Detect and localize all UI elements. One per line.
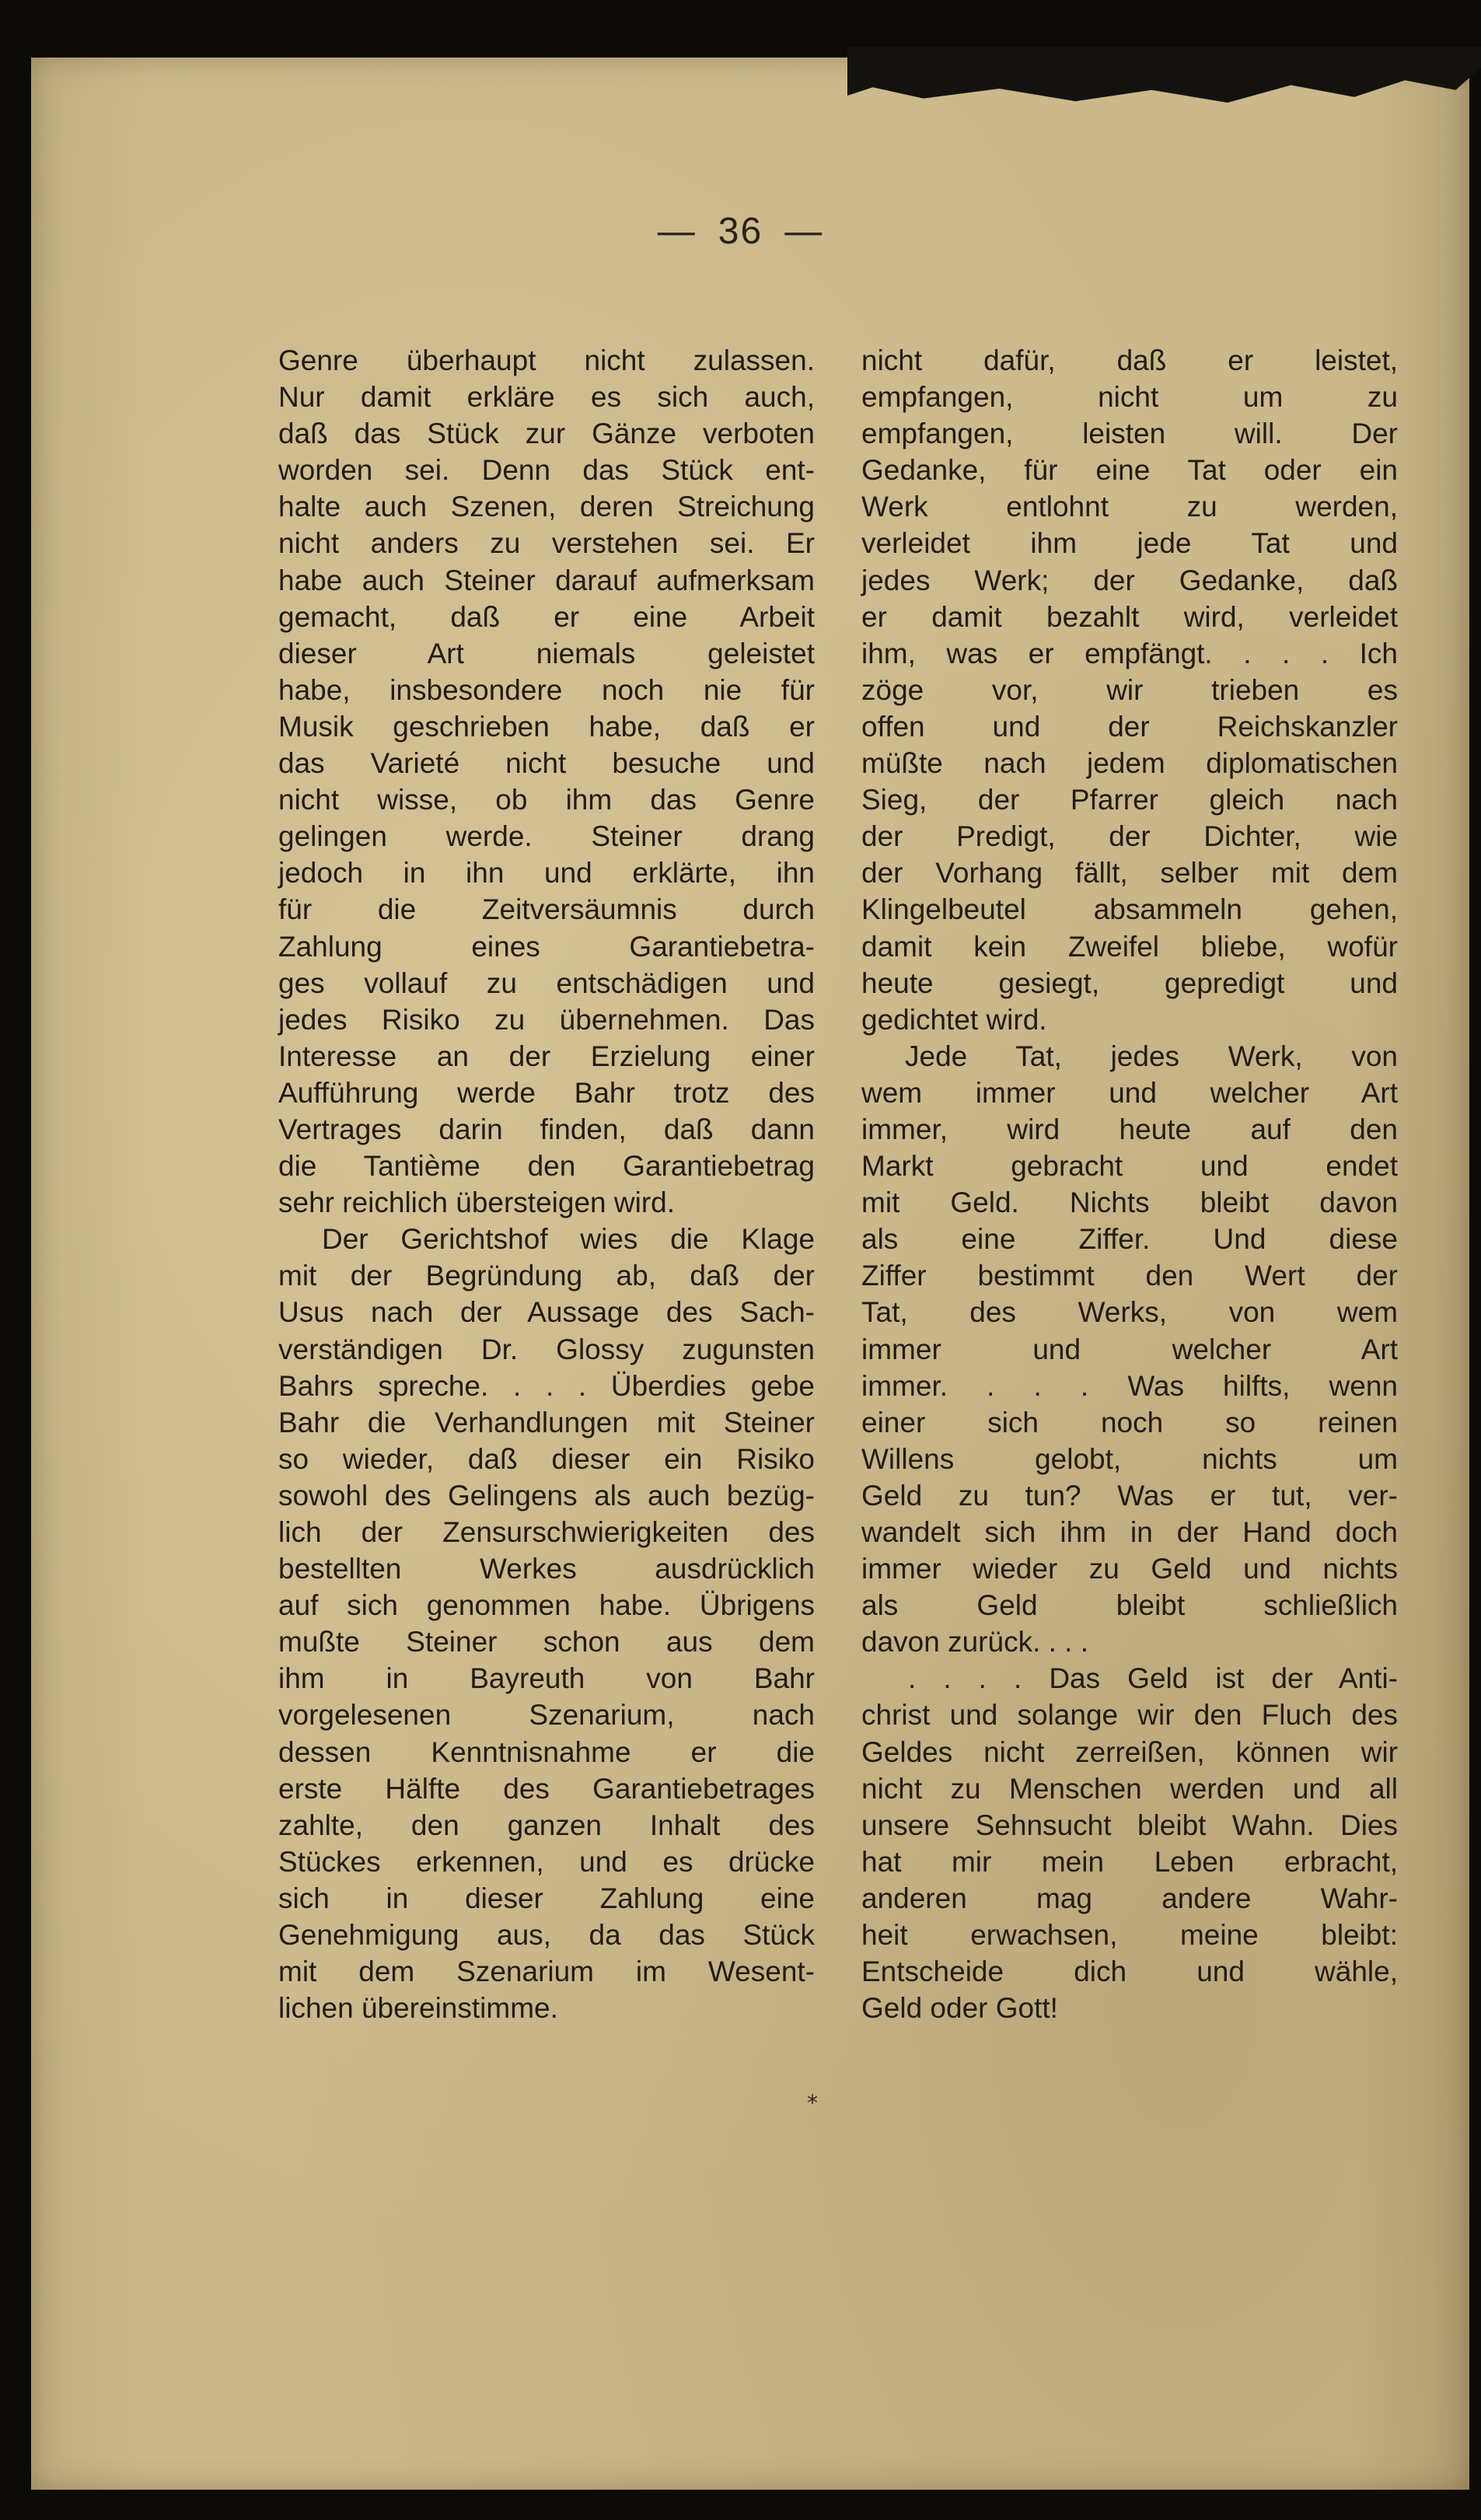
text-line: heute gesiegt, gepredigt und: [861, 966, 1398, 999]
text-line: er damit bezahlt wird, verleidet: [861, 600, 1398, 633]
text-line: Geldes nicht zerreißen, können wir: [861, 1735, 1398, 1768]
text-line: mußte Steiner schon aus dem: [278, 1626, 815, 1658]
text-line: Entscheide dich und wähle,: [861, 1956, 1398, 1988]
text-line: jedes Werk; der Gedanke, daß: [861, 564, 1398, 596]
page-number-dash-right: —: [784, 211, 824, 252]
text-line: verständigen Dr. Glossy zugunsten: [278, 1333, 815, 1365]
text-line: dieser Art niemals geleistet: [278, 637, 815, 669]
text-line: Klingelbeutel absammeln gehen,: [861, 893, 1398, 926]
text-line: offen und der Reichskanzler: [861, 710, 1398, 743]
text-line: nicht anders zu verstehen sei. Er: [278, 527, 815, 560]
text-line: als Geld bleibt schließlich: [861, 1589, 1398, 1622]
text-line: Bahrs spreche. . . . Überdies gebe: [278, 1369, 815, 1402]
text-line: Ziffer bestimmt den Wert der: [861, 1260, 1398, 1292]
text-line: Genre überhaupt nicht zulassen.: [278, 344, 815, 376]
text-line: jedes Risiko zu übernehmen. Das: [278, 1003, 815, 1036]
text-line: auf sich genommen habe. Übrigens: [278, 1589, 815, 1622]
text-line: Nur damit erkläre es sich auch,: [278, 381, 815, 414]
page-number: [0, 210, 1481, 253]
text-line: Gedanke, für eine Tat oder ein: [861, 454, 1398, 487]
text-line: Stückes erkennen, und es drücke: [278, 1845, 815, 1878]
text-line: Interesse an der Erzielung einer: [278, 1040, 815, 1072]
text-line: der Predigt, der Dichter, wie: [861, 820, 1398, 853]
text-line: Geld oder Gott!: [861, 1992, 1058, 2025]
text-line: worden sei. Denn das Stück ent-: [278, 454, 815, 487]
text-line: immer wieder zu Geld und nichts: [861, 1553, 1398, 1585]
text-line: unsere Sehnsucht bleibt Wahn. Dies: [861, 1809, 1398, 1841]
right-text-column: [861, 342, 1398, 2026]
text-line: Tat, des Werks, von wem: [861, 1296, 1398, 1329]
text-line: mit dem Szenarium im Wesent-: [278, 1956, 815, 1988]
page-number-value: 36: [718, 211, 763, 252]
text-line: sehr reichlich übersteigen wird.: [278, 1187, 676, 1219]
text-line: immer, wird heute auf den: [861, 1113, 1398, 1145]
text-line: die Tantième den Garantiebetrag: [278, 1150, 815, 1183]
text-line: mit Geld. Nichts bleibt davon: [861, 1187, 1398, 1219]
text-line: mit der Begründung ab, daß der: [278, 1260, 815, 1292]
text-line: habe auch Steiner darauf aufmerksam: [278, 564, 815, 596]
text-line: hat mir mein Leben erbracht,: [861, 1845, 1398, 1878]
text-line: als eine Ziffer. Und diese: [861, 1223, 1398, 1256]
text-line: dessen Kenntnisnahme er die: [278, 1735, 815, 1768]
text-line: verleidet ihm jede Tat und: [861, 527, 1398, 560]
text-line: wandelt sich ihm in der Hand doch: [861, 1516, 1398, 1548]
text-line: empfangen, nicht um zu: [861, 381, 1398, 414]
text-line: immer. . . . Was hilfts, wenn: [861, 1369, 1398, 1402]
text-line: gedichtet wird.: [861, 1003, 1047, 1036]
text-line: jedoch in ihn und erklärte, ihn: [278, 857, 815, 890]
text-line: einer sich noch so reinen: [861, 1406, 1398, 1438]
text-line: sich in dieser Zahlung eine: [278, 1882, 815, 1914]
text-line: empfangen, leisten will. Der: [861, 418, 1398, 450]
text-line: heit erwachsen, meine bleibt:: [861, 1919, 1398, 1952]
text-line: das Varieté nicht besuche und: [278, 747, 815, 780]
text-line: Markt gebracht und endet: [861, 1150, 1398, 1183]
text-line: Werk entlohnt zu werden,: [861, 491, 1398, 523]
text-line: der Vorhang fällt, selber mit dem: [861, 857, 1398, 890]
text-line: nicht zu Menschen werden und all: [861, 1772, 1398, 1805]
text-line: erste Hälfte des Garantiebetrages: [278, 1772, 815, 1805]
text-line: ges vollauf zu entschädigen und: [278, 966, 815, 999]
text-line: ihm, was er empfängt. . . . Ich: [861, 637, 1398, 669]
text-line: Zahlung eines Garantiebetra-: [278, 930, 815, 963]
text-line: nicht dafür, daß er leistet,: [861, 344, 1398, 376]
footer-asterisk: *: [807, 2090, 818, 2116]
text-line: gelingen werde. Steiner drang: [278, 820, 815, 853]
text-line: zahlte, den ganzen Inhalt des: [278, 1809, 815, 1841]
text-line: bestellten Werkes ausdrücklich: [278, 1553, 815, 1585]
text-line: wem immer und welcher Art: [861, 1076, 1398, 1109]
text-line: Der Gerichtshof wies die Klage: [322, 1223, 815, 1256]
text-line: gemacht, daß er eine Arbeit: [278, 600, 815, 633]
text-line: damit kein Zweifel bliebe, wofür: [861, 930, 1398, 963]
text-line: sowohl des Gelingens als auch bezüg-: [278, 1479, 815, 1512]
text-line: halte auch Szenen, deren Streichung: [278, 491, 815, 523]
text-line: Sieg, der Pfarrer gleich nach: [861, 784, 1398, 816]
text-line: müßte nach jedem diplomatischen: [861, 747, 1398, 780]
text-line: anderen mag andere Wahr-: [861, 1882, 1398, 1914]
text-line: Usus nach der Aussage des Sach-: [278, 1296, 815, 1329]
text-line: Musik geschrieben habe, daß er: [278, 710, 815, 743]
text-line: vorgelesenen Szenarium, nach: [278, 1699, 815, 1732]
text-line: Genehmigung aus, da das Stück: [278, 1919, 815, 1952]
text-line: Jede Tat, jedes Werk, von: [905, 1040, 1398, 1072]
text-line: Willens gelobt, nichts um: [861, 1442, 1398, 1475]
text-line: immer und welcher Art: [861, 1333, 1398, 1365]
text-line: davon zurück. . . .: [861, 1626, 1089, 1658]
left-text-column: [278, 342, 815, 2026]
text-line: so wieder, daß dieser ein Risiko: [278, 1442, 815, 1475]
text-line: Bahr die Verhandlungen mit Steiner: [278, 1406, 815, 1438]
text-line: lichen übereinstimme.: [278, 1992, 558, 2025]
text-line: daß das Stück zur Gänze verboten: [278, 418, 815, 450]
text-line: Aufführung werde Bahr trotz des: [278, 1076, 815, 1109]
text-line: Vertrages darin finden, daß dann: [278, 1113, 815, 1145]
text-line: christ und solange wir den Fluch des: [861, 1699, 1398, 1732]
text-line: nicht wisse, ob ihm das Genre: [278, 784, 815, 816]
page-number-dash-left: —: [657, 211, 697, 252]
text-line: für die Zeitversäumnis durch: [278, 893, 815, 926]
text-line: Geld zu tun? Was er tut, ver-: [861, 1479, 1398, 1512]
text-line: lich der Zensurschwierigkeiten des: [278, 1516, 815, 1548]
text-line: habe, insbesondere noch nie für: [278, 673, 815, 706]
text-line: ihm in Bayreuth von Bahr: [278, 1662, 815, 1695]
text-line: . . . . Das Geld ist der Anti-: [908, 1662, 1398, 1695]
text-line: zöge vor, wir trieben es: [861, 673, 1398, 706]
